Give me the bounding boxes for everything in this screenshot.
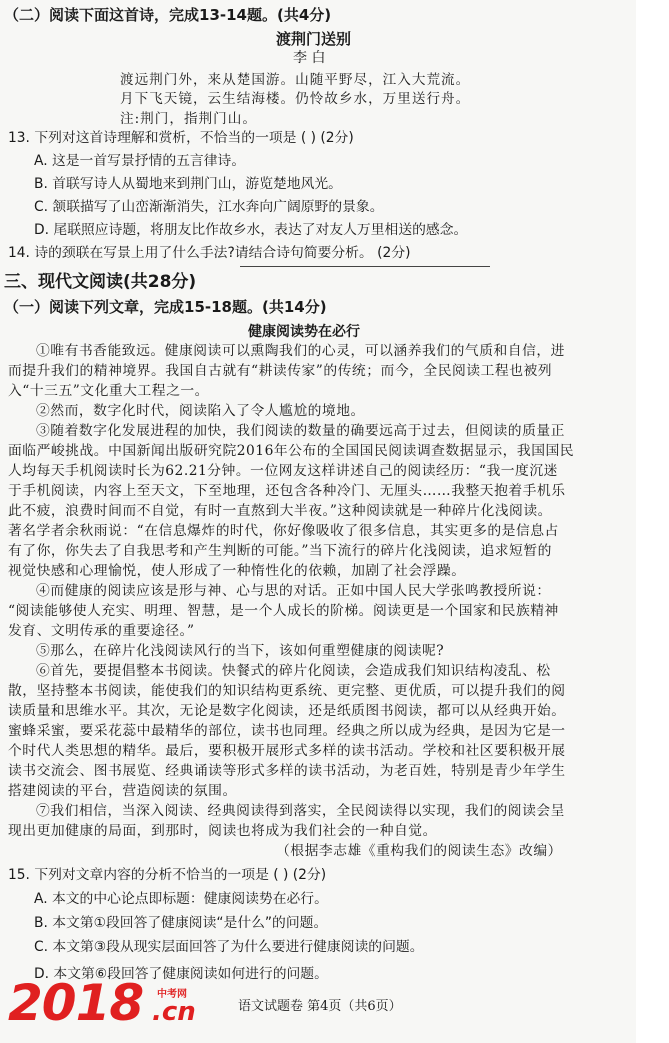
poem-note: 注:荆门，指荆门山。 bbox=[120, 111, 257, 127]
logo-year: 2018 bbox=[8, 974, 144, 1032]
article-line: 面临严峻挑战。中国新闻出版研究院2016年公布的全国国民阅读调查数据显示，我国国民 bbox=[8, 443, 575, 459]
subsection-header: （一）阅读下列文章，完成15-18题。(共14分) bbox=[4, 298, 327, 316]
article-title: 健康阅读势在必行 bbox=[248, 324, 360, 340]
poem-author: 李 白 bbox=[293, 50, 326, 66]
article-line: ①唯有书香能致远。健康阅读可以熏陶我们的心灵，可以涵养我们的气质和自信，进 bbox=[36, 343, 565, 359]
q13-option-c: C. 颔联描写了山峦渐渐消失，江水奔向广阔原野的景象。 bbox=[34, 199, 384, 215]
logo-site-name: 中考网 bbox=[157, 989, 187, 1000]
article-line: ⑦我们相信，当深入阅读、经典阅读得到落实，全民阅读得以实现，我们的阅读会呈 bbox=[36, 803, 565, 819]
article-line: 著名学者余秋雨说：“在信息爆炸的时代，你好像吸收了很多信息，其实更多的是信息占 bbox=[8, 523, 559, 539]
q15-option-b: B. 本文第①段回答了健康阅读“是什么”的问题。 bbox=[34, 915, 328, 931]
q15-option-d: D. 本文第⑥段回答了健康阅读如何进行的问题。 bbox=[34, 966, 328, 982]
article-line: 有了你，你失去了自我思考和产生判断的可能。”当下流行的碎片化浅阅读，追求短暂的 bbox=[8, 543, 552, 559]
article-line: ③随着数字化发展进程的加快，我们阅读的数量的确要远高于过去，但阅读的质量正 bbox=[36, 423, 565, 439]
article-line: 读书交流会、图书展览、经典诵读等形式多样的读书活动，为老百姓，特别是青少年学生 bbox=[8, 763, 566, 779]
article-line: 散，坚持整本书阅读，能使我们的知识结构更系统、更完整、更优质，可以提升我们的阅 bbox=[8, 683, 566, 699]
site-logo bbox=[8, 975, 208, 1035]
question-13: 13. 下列对这首诗理解和赏析，不恰当的一项是 ( ) (2分) bbox=[8, 130, 354, 146]
article-line: 现出更加健康的局面，到那时，阅读也将成为我们社会的一种自觉。 bbox=[8, 823, 437, 839]
article-line: 于手机阅读，内容上至天文，下至地理，还包含各种冷门、无厘头……我整天抱着手机乐 bbox=[8, 483, 566, 499]
section-header-poetry: （二）阅读下面这首诗，完成13-14题。(共4分) bbox=[4, 6, 332, 24]
answer-line bbox=[240, 266, 490, 267]
q15-option-a: A. 本文的中心论点即标题：健康阅读势在必行。 bbox=[34, 891, 328, 907]
page-number: 语文试题卷 第4页（共6页） bbox=[238, 999, 402, 1014]
question-15: 15. 下列对文章内容的分析不恰当的一项是 ( ) (2分) bbox=[8, 867, 327, 883]
question-14: 14. 诗的颈联在写景上用了什么手法?请结合诗句简要分析。 (2分) bbox=[8, 245, 411, 261]
poem-title: 渡荆门送别 bbox=[276, 30, 352, 48]
q13-option-d: D. 尾联照应诗题，将朋友比作故乡水，表达了对友人万里相送的感念。 bbox=[34, 222, 468, 238]
section-header-modern: 三、现代文阅读(共28分) bbox=[4, 272, 197, 292]
q13-option-b: B. 首联写诗人从蜀地来到荆门山，游览楚地风光。 bbox=[34, 176, 342, 192]
article-source: （根据李志雄《重构我们的阅读生态》改编） bbox=[276, 843, 562, 859]
logo-domain: .cn bbox=[152, 997, 196, 1027]
article-line: 视觉快感和心理愉悦，使人形成了一种惰性化的依赖，加剧了社会浮躁。 bbox=[8, 563, 466, 579]
article-line: 入“十三五”文化重大工程之一。 bbox=[8, 383, 209, 399]
article-line: ②然而，数字化时代，阅读陷入了令人尴尬的境地。 bbox=[36, 403, 365, 419]
article-line: “阅读能够使人充实、明理、智慧，是一个人成长的阶梯。阅读更是一个国家和民族精神 bbox=[8, 603, 559, 619]
article-line: 读质量和思维水平。其次，无论是数字化阅读，还是纸质图书阅读，都可以从经典开始。 bbox=[8, 703, 566, 719]
article-line: 此不疲，浪费时间而不自觉，有时一直熬到大半夜。”这种阅读就是一种碎片化浅阅读。 bbox=[8, 503, 552, 519]
q13-option-a: A. 这是一首写景抒情的五言律诗。 bbox=[34, 153, 246, 169]
article-line: ④而健康的阅读应该是形与神、心与思的对话。正如中国人民大学张鸣教授所说： bbox=[36, 583, 551, 599]
page-margin bbox=[636, 0, 669, 1043]
article-line: 发育、文明传承的重要途径。” bbox=[8, 623, 195, 639]
article-line: ⑤那么，在碎片化浅阅读风行的当下，该如何重塑健康的阅读呢? bbox=[36, 643, 445, 659]
article-line: 而提升我们的精神境界。我国自古就有“耕读传家”的传统；而今，全民阅读工程也被列 bbox=[8, 363, 553, 379]
article-line: 人均每天手机阅读时长为62.21分钟。一位网友这样讲述自己的阅读经历：“我一度沉迷 bbox=[8, 463, 558, 479]
article-line: 搭建阅读的平台，营造阅读的氛围。 bbox=[8, 783, 237, 799]
article-line: 蜜蜂采蜜，要采花蕊中最精华的部位，读书也同理。经典之所以成为经典，是因为它是一 bbox=[8, 723, 566, 739]
poem-line-2: 月下飞天镜，云生结海楼。仍怜故乡水，万里送行舟。 bbox=[120, 91, 471, 107]
q15-option-c: C. 本文第③段从现实层面回答了为什么要进行健康阅读的问题。 bbox=[34, 939, 424, 955]
article-line: ⑥首先，要提倡整本书阅读。快餐式的碎片化阅读，会造成我们知识结构凌乱、松 bbox=[36, 663, 551, 679]
article-line: 个时代人类思想的精华。最后，要积极开展形式多样的读书活动。学校和社区要积极开展 bbox=[8, 743, 566, 759]
poem-line-1: 渡远荆门外，来从楚国游。山随平野尽，江入大荒流。 bbox=[120, 72, 471, 88]
